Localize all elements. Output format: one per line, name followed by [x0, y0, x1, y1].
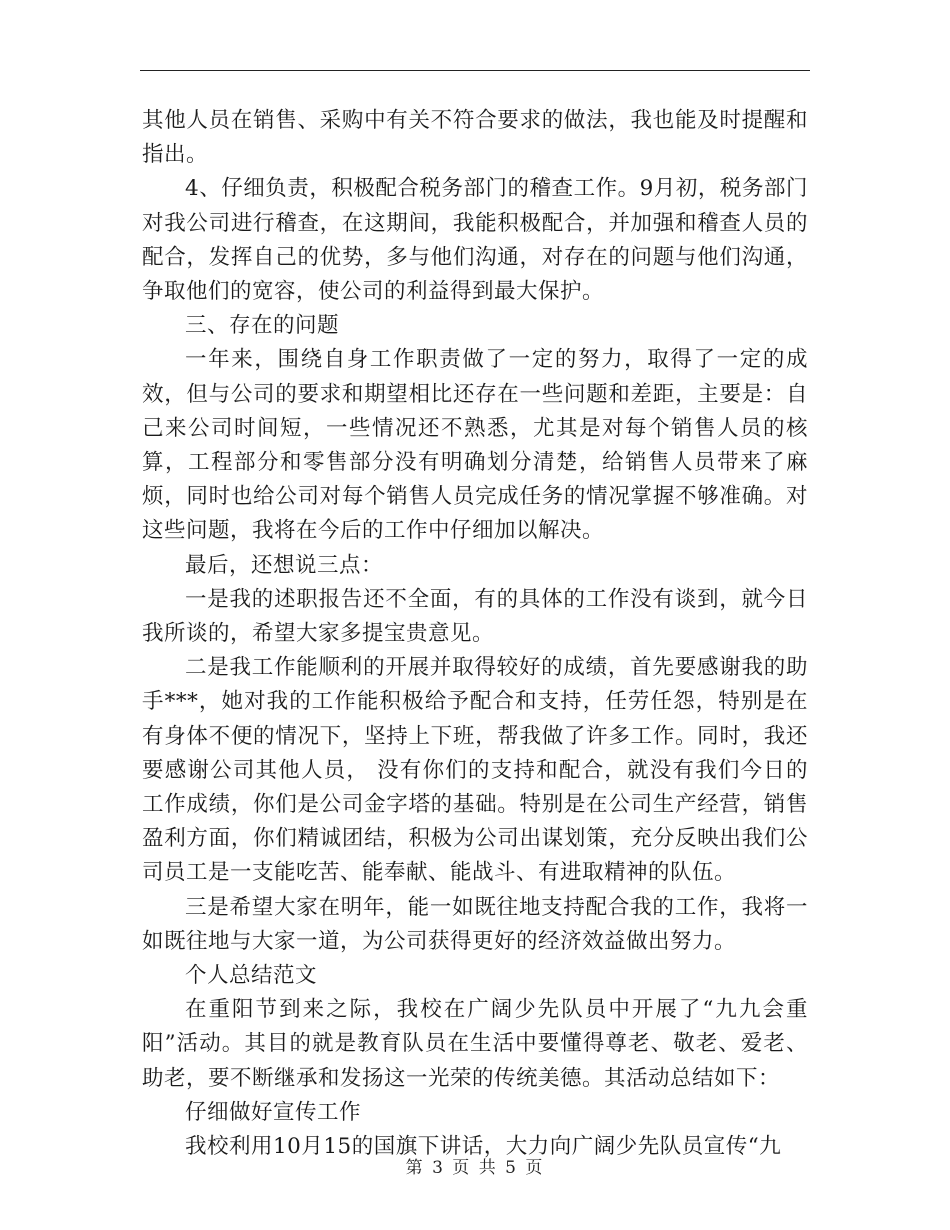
paragraph: 在重阳节到来之际，我校在广阔少先队员中开展了“九九会重阳”活动。其目的就是教育队员在生活中要懂得尊老、敬老、爱老、助老，要不断继承和发扬这一光荣的传统美德。其活动总结如下：	[142, 997, 808, 1091]
paragraph: 一是我的述职报告还不全面，有的具体的工作没有谈到，就今日我所谈的，希望大家多提宝贵意见。	[142, 586, 808, 647]
section-heading: 个人总结范文	[185, 963, 318, 989]
paragraph: 三是希望大家在明年，能一如既往地支持配合我的工作，我将一如既往地与大家一道，为公司获得更好的经济效益做出努力。	[142, 894, 808, 954]
section-heading: 三、存在的问题	[185, 313, 340, 339]
paragraph: 其他人员在销售、采购中有关不符合要求的做法，我也能及时提醒和指出。	[142, 108, 808, 168]
document-body	[142, 104, 808, 1164]
section-heading: 仔细做好宣传工作	[185, 1099, 362, 1125]
header-rule	[140, 70, 810, 71]
paragraph: 我校利用10月15的国旗下讲话，大力向广阔少先队员宣传“九	[185, 1134, 782, 1160]
paragraph: 最后，还想说三点：	[185, 552, 384, 578]
paragraph: 一年来，围绕自身工作职责做了一定的努力，取得了一定的成效，但与公司的要求和期望相比还存在一些问题和差距，主要是：自己来公司时间短，一些情况还不熟悉，尤其是对每个销售人员的核算，工程部分和零售部分没有明确划分清楚，给销售人员带来了麻烦，同时也给公司对每个销售人员完成任务的情况掌握不够准确。对这些问题，我将在今后的工作中仔细加以解决。	[142, 347, 808, 544]
paragraph: 4、仔细负责，积极配合税务部门的稽查工作。9月初，税务部门对我公司进行稽查，在这期间，我能积极配合，并加强和稽查人员的配合，发挥自己的优势，多与他们沟通，对存在的问题与他们沟通，争取他们的宽容，使公司的利益得到最大保护。	[142, 176, 808, 305]
page-footer: 第 3 页 共 5 页	[405, 1158, 545, 1178]
paragraph: 二是我工作能顺利的开展并取得较好的成绩，首先要感谢我的助手***，她对我的工作能积极给予配合和支持，任劳任怨，特别是在有身体不便的情况下，坚持上下班，帮我做了许多工作。同时，我还要感谢公司其他人员， 没有你们的支持和配合，就没有我们今日的工作成绩，你们是公司金字塔的基础。特别是在公司生产经营，销售盈利方面，你们精诚团结，积极为公司出谋划策，充分反映出我们公司员工是一支能吃苦、能奉献、能战斗、有进取精神的队伍。	[142, 655, 808, 886]
